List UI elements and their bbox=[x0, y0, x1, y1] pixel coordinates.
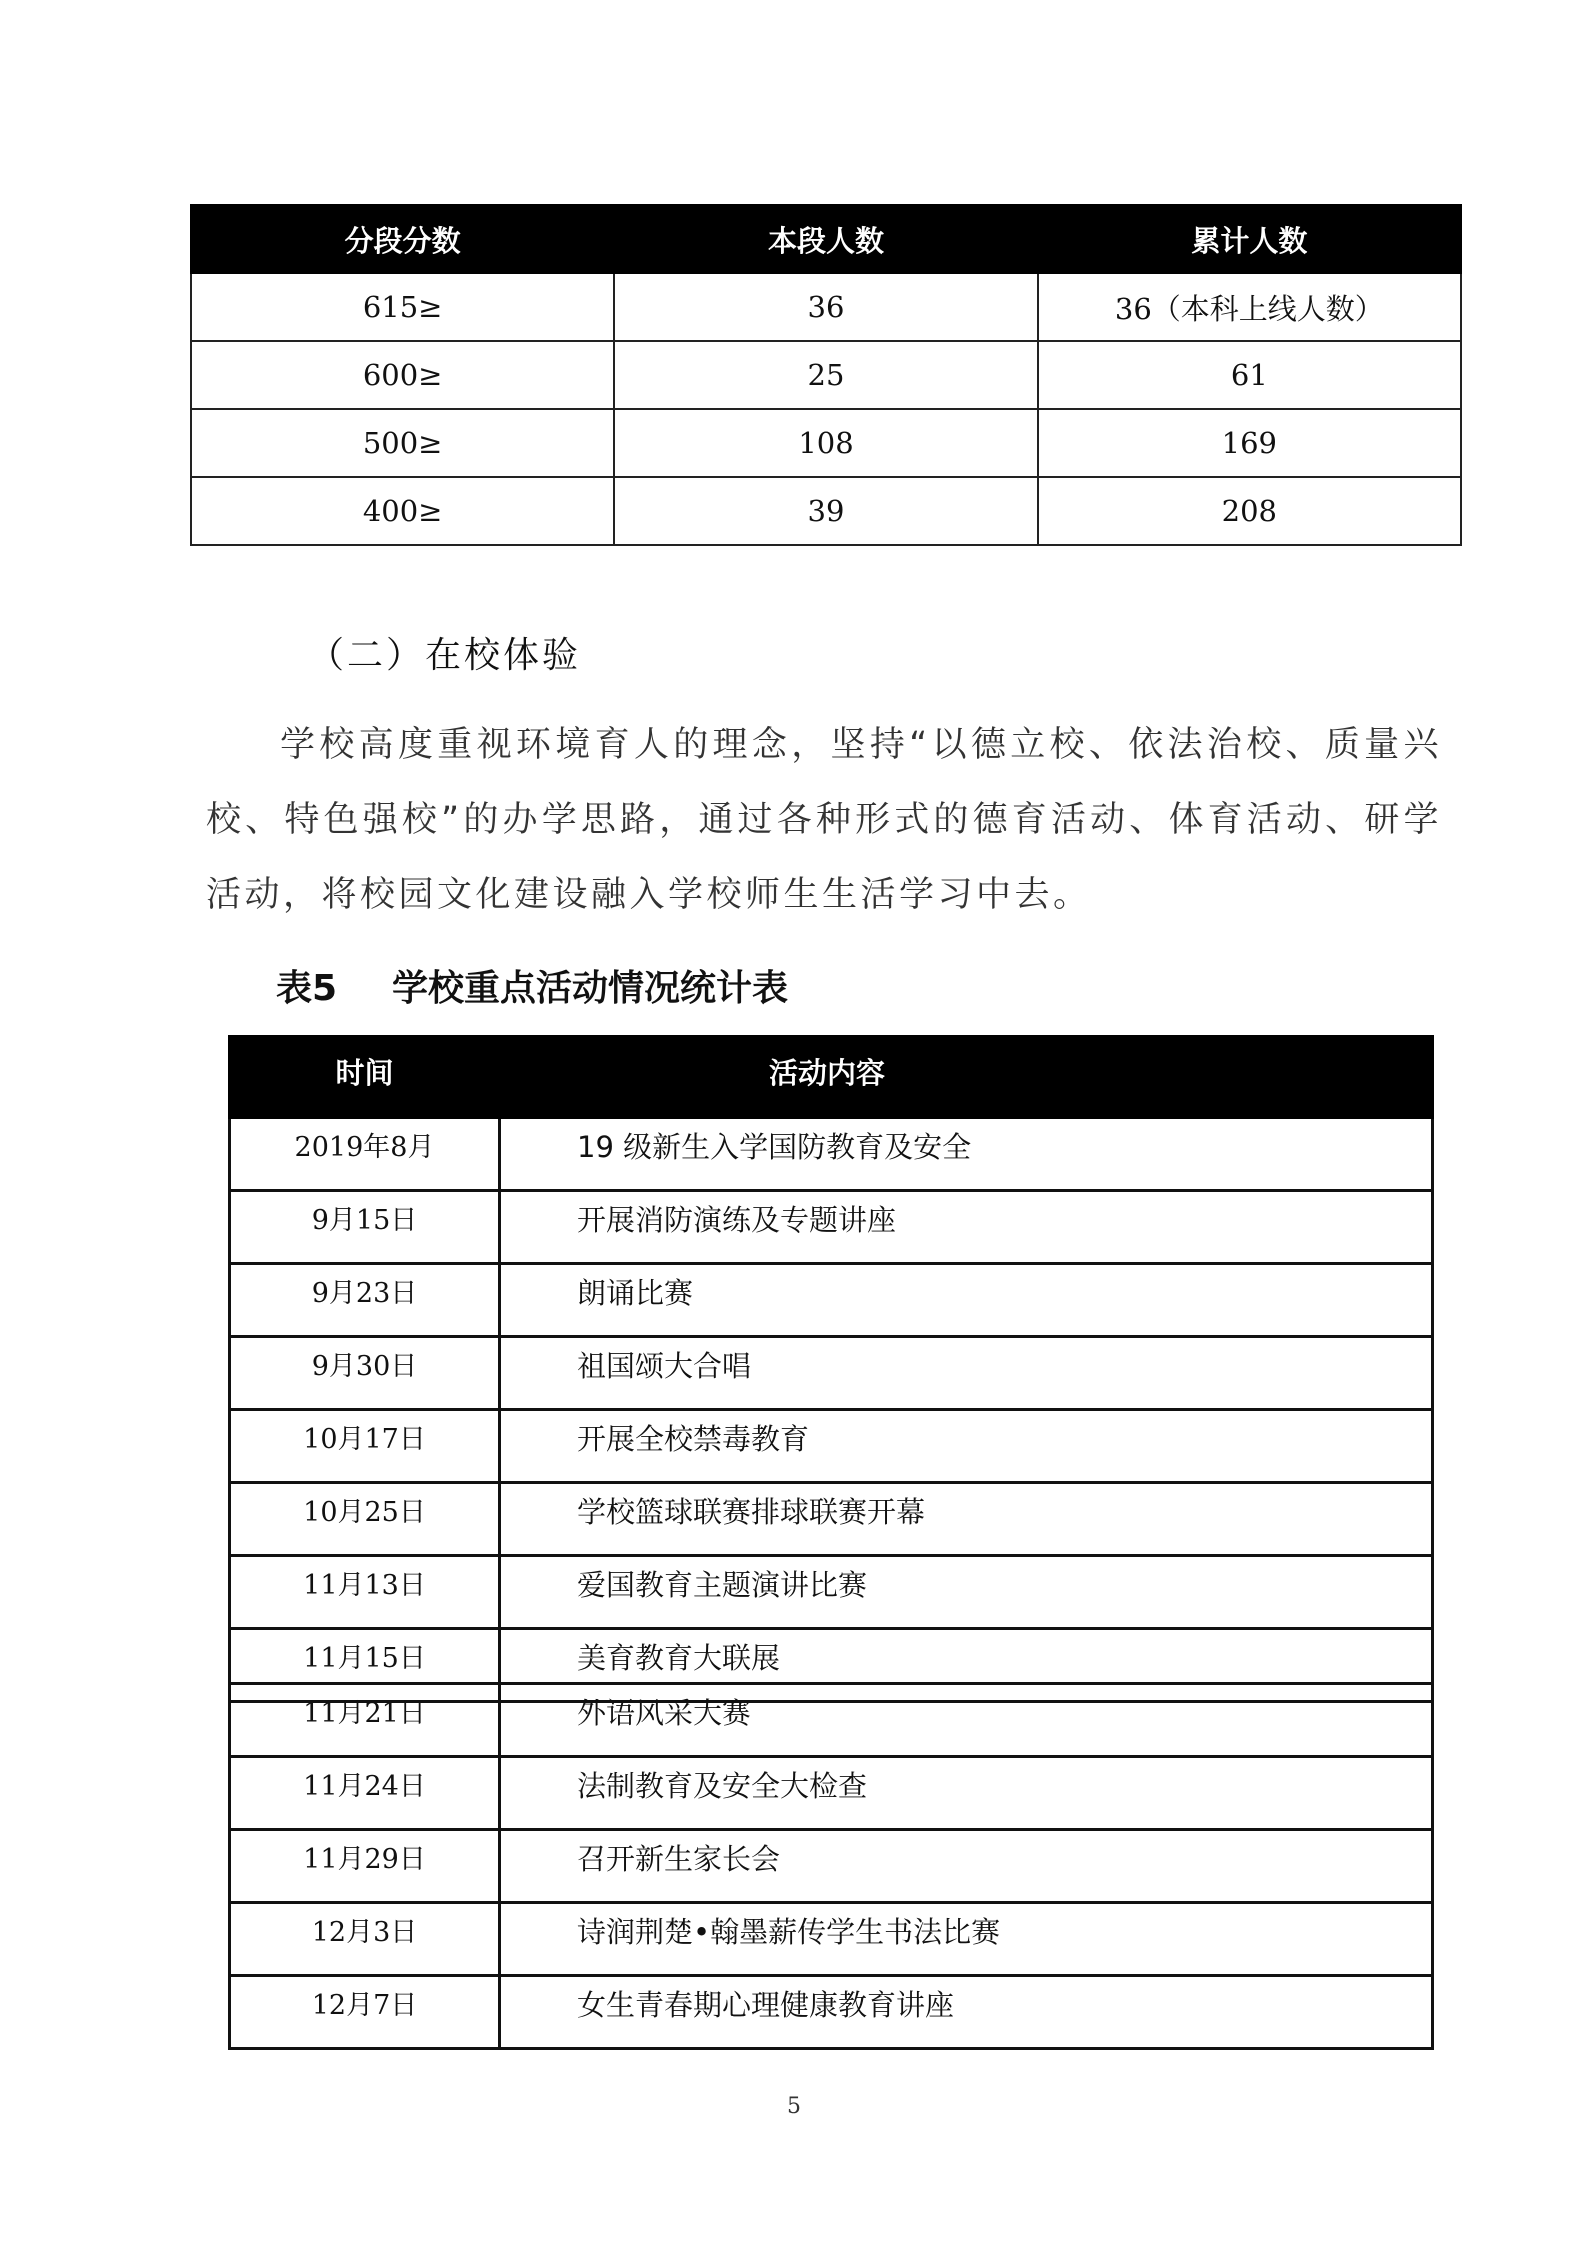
activity-table-header-row bbox=[230, 1037, 1433, 1118]
date-cell: 12月7日 bbox=[230, 1976, 500, 2049]
date-cell: 12月3日 bbox=[230, 1903, 500, 1976]
cumulative-count-cell: 169 bbox=[1038, 409, 1461, 477]
header-score-band: 分段分数 bbox=[191, 205, 614, 273]
activity-cell: 美育教育大联展 bbox=[500, 1629, 1433, 1702]
cumulative-count-cell: 208 bbox=[1038, 477, 1461, 545]
cumulative-count-cell: 36（本科上线人数） bbox=[1038, 273, 1461, 341]
band-count-cell: 108 bbox=[614, 409, 1037, 477]
activity-cell: 外语风采大赛 bbox=[500, 1684, 1433, 1757]
score-band-cell: 500≥ bbox=[191, 409, 614, 477]
score-band-cell: 400≥ bbox=[191, 477, 614, 545]
page-number: 5 bbox=[787, 2094, 801, 2119]
activity-cell: 开展全校禁毒教育 bbox=[500, 1410, 1433, 1483]
date-cell: 11月15日 bbox=[230, 1629, 500, 1702]
table-row bbox=[230, 1118, 1433, 1191]
header-cumulative-count: 累计人数 bbox=[1038, 205, 1461, 273]
date-cell: 10月17日 bbox=[230, 1410, 500, 1483]
score-band-cell: 615≥ bbox=[191, 273, 614, 341]
date-cell: 11月13日 bbox=[230, 1556, 500, 1629]
table-row bbox=[191, 273, 1461, 341]
header-band-count: 本段人数 bbox=[614, 205, 1037, 273]
score-table-header-row bbox=[191, 205, 1461, 273]
activity-cell: 祖国颂大合唱 bbox=[500, 1337, 1433, 1410]
band-count-cell: 25 bbox=[614, 341, 1037, 409]
table-row bbox=[191, 477, 1461, 545]
table-row bbox=[191, 341, 1461, 409]
table-row bbox=[230, 1757, 1433, 1830]
table-row bbox=[230, 1483, 1433, 1556]
band-count-cell: 36 bbox=[614, 273, 1037, 341]
activity-cell: 爱国教育主题演讲比赛 bbox=[500, 1556, 1433, 1629]
header-time: 时间 bbox=[230, 1037, 500, 1118]
activity-cell: 召开新生家长会 bbox=[500, 1830, 1433, 1903]
score-band-cell: 600≥ bbox=[191, 341, 614, 409]
activity-cell: 法制教育及安全大检查 bbox=[500, 1757, 1433, 1830]
table-row bbox=[191, 409, 1461, 477]
date-cell: 9月30日 bbox=[230, 1337, 500, 1410]
table-row bbox=[230, 1410, 1433, 1483]
activity-cell: 女生青春期心理健康教育讲座 bbox=[500, 1976, 1433, 2049]
date-cell: 11月21日 bbox=[230, 1684, 500, 1757]
header-activity: 活动内容 bbox=[500, 1037, 1433, 1118]
activity-cell: 朗诵比赛 bbox=[500, 1264, 1433, 1337]
table-row bbox=[230, 1976, 1433, 2049]
table-row bbox=[230, 1337, 1433, 1410]
score-table bbox=[190, 204, 1462, 546]
date-cell: 11月24日 bbox=[230, 1757, 500, 1830]
activity-cell: 19 级新生入学国防教育及安全 bbox=[500, 1118, 1433, 1191]
date-cell: 9月23日 bbox=[230, 1264, 500, 1337]
table-row bbox=[230, 1191, 1433, 1264]
section-heading: （二）在校体验 bbox=[308, 635, 582, 676]
table-caption-title: 学校重点活动情况统计表 bbox=[392, 968, 789, 1009]
activity-table bbox=[228, 1035, 1434, 1703]
activity-table-continued bbox=[228, 1682, 1434, 2050]
table-row bbox=[230, 1556, 1433, 1629]
table-caption-number: 表5 bbox=[276, 968, 338, 1009]
band-count-cell: 39 bbox=[614, 477, 1037, 545]
activity-cell: 学校篮球联赛排球联赛开幕 bbox=[500, 1483, 1433, 1556]
body-paragraph: 学校高度重视环境育人的理念，坚持“以德立校、依法治校、质量兴校、特色强校”的办学思路，通过各种形式的德育活动、体育活动、研学活动，将校园文化建设融入学校师生生活学习中去。 bbox=[206, 725, 1442, 915]
date-cell: 9月15日 bbox=[230, 1191, 500, 1264]
activity-cell: 开展消防演练及专题讲座 bbox=[500, 1191, 1433, 1264]
table-row bbox=[230, 1830, 1433, 1903]
table-row bbox=[230, 1903, 1433, 1976]
date-cell: 2019年8月 bbox=[230, 1118, 500, 1191]
date-cell: 11月29日 bbox=[230, 1830, 500, 1903]
cumulative-count-cell: 61 bbox=[1038, 341, 1461, 409]
table-caption bbox=[276, 960, 788, 1011]
activity-cell: 诗润荆楚•翰墨薪传学生书法比赛 bbox=[500, 1903, 1433, 1976]
table-row bbox=[230, 1264, 1433, 1337]
table-row bbox=[230, 1684, 1433, 1757]
date-cell: 10月25日 bbox=[230, 1483, 500, 1556]
